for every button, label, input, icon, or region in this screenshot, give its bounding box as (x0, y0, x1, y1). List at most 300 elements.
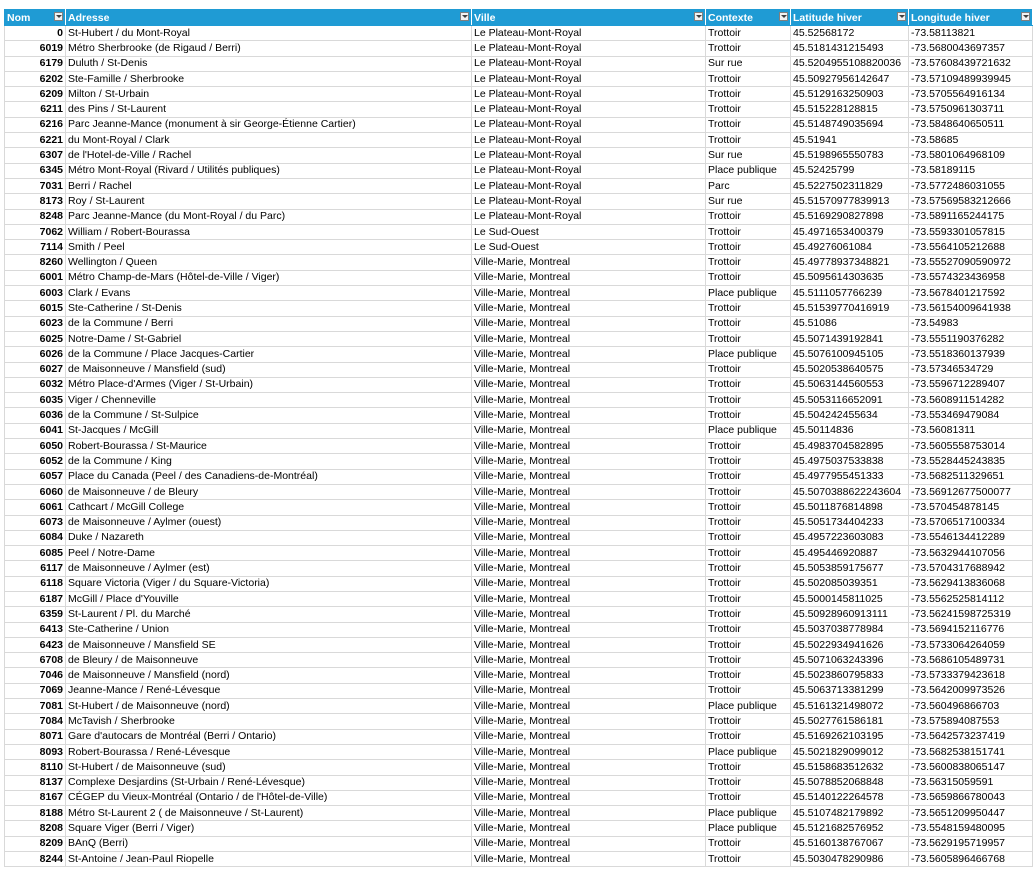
cell-longitude[interactable]: -73.5564105212688 (909, 240, 1033, 255)
cell-nom[interactable]: 7031 (5, 178, 66, 193)
cell-adresse[interactable]: McTavish / Sherbrooke (66, 714, 472, 729)
cell-ville[interactable]: Le Plateau-Mont-Royal (472, 102, 706, 117)
cell-longitude[interactable]: -73.5642573237419 (909, 729, 1033, 744)
cell-latitude[interactable]: 45.5011876814898 (791, 500, 909, 515)
cell-contexte[interactable]: Place publique (706, 286, 791, 301)
cell-longitude[interactable]: -73.5772486031055 (909, 178, 1033, 193)
cell-longitude[interactable]: -73.58685 (909, 133, 1033, 148)
cell-longitude[interactable]: -73.5528445243835 (909, 454, 1033, 469)
cell-adresse[interactable]: Square Viger (Berri / Viger) (66, 821, 472, 836)
cell-latitude[interactable]: 45.5021829099012 (791, 744, 909, 759)
cell-latitude[interactable]: 45.5111057766239 (791, 286, 909, 301)
cell-contexte[interactable]: Place publique (706, 347, 791, 362)
cell-latitude[interactable]: 45.4975037533838 (791, 454, 909, 469)
cell-contexte[interactable]: Trottoir (706, 637, 791, 652)
cell-latitude[interactable]: 45.52568172 (791, 26, 909, 41)
cell-adresse[interactable]: McGill / Place d'Youville (66, 591, 472, 606)
filter-dropdown-icon[interactable] (1021, 12, 1030, 21)
cell-longitude[interactable]: -73.5706517100334 (909, 515, 1033, 530)
cell-contexte[interactable]: Sur rue (706, 148, 791, 163)
cell-contexte[interactable]: Trottoir (706, 270, 791, 285)
cell-latitude[interactable]: 45.5078852068848 (791, 775, 909, 790)
cell-contexte[interactable]: Trottoir (706, 454, 791, 469)
column-header-latitude-hiver[interactable] (791, 10, 909, 26)
cell-nom[interactable]: 6026 (5, 347, 66, 362)
cell-adresse[interactable]: Métro Place-d'Armes (Viger / St-Urbain) (66, 377, 472, 392)
cell-contexte[interactable]: Trottoir (706, 622, 791, 637)
cell-latitude[interactable]: 45.5037038778984 (791, 622, 909, 637)
cell-longitude[interactable]: -73.5891165244175 (909, 209, 1033, 224)
cell-nom[interactable]: 6032 (5, 377, 66, 392)
cell-adresse[interactable]: Notre-Dame / St-Gabriel (66, 331, 472, 346)
cell-longitude[interactable]: -73.5518360137939 (909, 347, 1033, 362)
cell-adresse[interactable]: de Maisonneuve / Aylmer (ouest) (66, 515, 472, 530)
cell-adresse[interactable]: Métro St-Laurent 2 ( de Maisonneuve / St-Laurent) (66, 806, 472, 821)
cell-longitude[interactable]: -73.5733064264059 (909, 637, 1033, 652)
cell-latitude[interactable]: 45.50927956142647 (791, 71, 909, 86)
cell-adresse[interactable]: Berri / Rachel (66, 178, 472, 193)
cell-adresse[interactable]: de Maisonneuve / de Bleury (66, 484, 472, 499)
cell-ville[interactable]: Ville-Marie, Montreal (472, 714, 706, 729)
cell-ville[interactable]: Ville-Marie, Montreal (472, 653, 706, 668)
cell-nom[interactable]: 6060 (5, 484, 66, 499)
cell-nom[interactable]: 6423 (5, 637, 66, 652)
cell-nom[interactable]: 8137 (5, 775, 66, 790)
cell-contexte[interactable]: Place publique (706, 163, 791, 178)
cell-nom[interactable]: 8244 (5, 852, 66, 867)
column-header-adresse[interactable] (66, 10, 472, 26)
cell-nom[interactable]: 6209 (5, 87, 66, 102)
cell-nom[interactable]: 6023 (5, 316, 66, 331)
cell-nom[interactable]: 8093 (5, 744, 66, 759)
cell-nom[interactable]: 8209 (5, 836, 66, 851)
cell-nom[interactable]: 8167 (5, 790, 66, 805)
cell-latitude[interactable]: 45.5107482179892 (791, 806, 909, 821)
cell-latitude[interactable]: 45.495446920887 (791, 546, 909, 561)
cell-contexte[interactable]: Trottoir (706, 316, 791, 331)
filter-dropdown-icon[interactable] (460, 12, 469, 21)
cell-nom[interactable]: 6025 (5, 331, 66, 346)
cell-adresse[interactable]: Ste-Catherine / Union (66, 622, 472, 637)
cell-longitude[interactable]: -73.57569583212666 (909, 194, 1033, 209)
cell-longitude[interactable]: -73.5605896466768 (909, 852, 1033, 867)
cell-ville[interactable]: Ville-Marie, Montreal (472, 347, 706, 362)
cell-nom[interactable]: 6036 (5, 408, 66, 423)
cell-ville[interactable]: Le Plateau-Mont-Royal (472, 148, 706, 163)
cell-ville[interactable]: Ville-Marie, Montreal (472, 316, 706, 331)
cell-longitude[interactable]: -73.56241598725319 (909, 607, 1033, 622)
cell-longitude[interactable]: -73.5682511329651 (909, 469, 1033, 484)
cell-longitude[interactable]: -73.57608439721632 (909, 56, 1033, 71)
cell-latitude[interactable]: 45.5000145811025 (791, 591, 909, 606)
cell-longitude[interactable]: -73.56912677500077 (909, 484, 1033, 499)
cell-nom[interactable]: 8208 (5, 821, 66, 836)
cell-longitude[interactable]: -73.5600838065147 (909, 760, 1033, 775)
cell-latitude[interactable]: 45.502085039351 (791, 576, 909, 591)
column-header-longitude-hiver[interactable] (909, 10, 1033, 26)
filter-dropdown-icon[interactable] (54, 12, 63, 21)
cell-nom[interactable]: 6084 (5, 530, 66, 545)
cell-nom[interactable]: 7046 (5, 668, 66, 683)
cell-nom[interactable]: 6359 (5, 607, 66, 622)
cell-latitude[interactable]: 45.4971653400379 (791, 224, 909, 239)
cell-adresse[interactable]: de Bleury / de Maisonneuve (66, 653, 472, 668)
cell-adresse[interactable]: St-Laurent / Pl. du Marché (66, 607, 472, 622)
cell-latitude[interactable]: 45.515228128815 (791, 102, 909, 117)
cell-ville[interactable]: Ville-Marie, Montreal (472, 408, 706, 423)
cell-adresse[interactable]: de la Commune / Place Jacques-Cartier (66, 347, 472, 362)
cell-adresse[interactable]: de la Commune / St-Sulpice (66, 408, 472, 423)
cell-adresse[interactable]: Parc Jeanne-Mance (monument à sir George-Étienne Cartier) (66, 117, 472, 132)
cell-latitude[interactable]: 45.5070388622243604 (791, 484, 909, 499)
cell-nom[interactable]: 6179 (5, 56, 66, 71)
cell-longitude[interactable]: -73.54983 (909, 316, 1033, 331)
cell-adresse[interactable]: de Maisonneuve / Mansfield (nord) (66, 668, 472, 683)
cell-longitude[interactable]: -73.57346534729 (909, 362, 1033, 377)
cell-longitude[interactable]: -73.5629195719957 (909, 836, 1033, 851)
cell-ville[interactable]: Ville-Marie, Montreal (472, 423, 706, 438)
cell-adresse[interactable]: Jeanne-Mance / René-Lévesque (66, 683, 472, 698)
cell-ville[interactable]: Ville-Marie, Montreal (472, 637, 706, 652)
cell-adresse[interactable]: de Maisonneuve / Aylmer (est) (66, 561, 472, 576)
cell-latitude[interactable]: 45.5063713381299 (791, 683, 909, 698)
cell-latitude[interactable]: 45.5181431215493 (791, 41, 909, 56)
cell-longitude[interactable]: -73.5682538151741 (909, 744, 1033, 759)
cell-latitude[interactable]: 45.5053116652091 (791, 393, 909, 408)
cell-adresse[interactable]: St-Hubert / de Maisonneuve (sud) (66, 760, 472, 775)
cell-nom[interactable]: 6345 (5, 163, 66, 178)
cell-nom[interactable]: 6211 (5, 102, 66, 117)
cell-latitude[interactable]: 45.5204955108820036 (791, 56, 909, 71)
cell-nom[interactable]: 6216 (5, 117, 66, 132)
cell-contexte[interactable]: Trottoir (706, 71, 791, 86)
cell-nom[interactable]: 6050 (5, 439, 66, 454)
cell-adresse[interactable]: Cathcart / McGill College (66, 500, 472, 515)
cell-latitude[interactable]: 45.5160138767067 (791, 836, 909, 851)
cell-nom[interactable]: 8260 (5, 255, 66, 270)
cell-latitude[interactable]: 45.49276061084 (791, 240, 909, 255)
cell-contexte[interactable]: Trottoir (706, 393, 791, 408)
cell-latitude[interactable]: 45.5161321498072 (791, 699, 909, 714)
cell-nom[interactable]: 6221 (5, 133, 66, 148)
cell-contexte[interactable]: Trottoir (706, 331, 791, 346)
cell-ville[interactable]: Le Plateau-Mont-Royal (472, 209, 706, 224)
cell-longitude[interactable]: -73.5694152116776 (909, 622, 1033, 637)
cell-ville[interactable]: Le Plateau-Mont-Royal (472, 178, 706, 193)
cell-nom[interactable]: 8248 (5, 209, 66, 224)
cell-ville[interactable]: Ville-Marie, Montreal (472, 576, 706, 591)
cell-ville[interactable]: Le Plateau-Mont-Royal (472, 26, 706, 41)
cell-longitude[interactable]: -73.575894087553 (909, 714, 1033, 729)
cell-latitude[interactable]: 45.5076100945105 (791, 347, 909, 362)
cell-adresse[interactable]: Ste-Catherine / St-Denis (66, 301, 472, 316)
cell-contexte[interactable]: Trottoir (706, 591, 791, 606)
cell-nom[interactable]: 6061 (5, 500, 66, 515)
cell-longitude[interactable]: -73.55527090590972 (909, 255, 1033, 270)
cell-longitude[interactable]: -73.553469479084 (909, 408, 1033, 423)
cell-nom[interactable]: 6052 (5, 454, 66, 469)
cell-ville[interactable]: Ville-Marie, Montreal (472, 301, 706, 316)
cell-contexte[interactable]: Trottoir (706, 714, 791, 729)
cell-adresse[interactable]: St-Jacques / McGill (66, 423, 472, 438)
cell-latitude[interactable]: 45.4957223603083 (791, 530, 909, 545)
cell-nom[interactable]: 6015 (5, 301, 66, 316)
cell-ville[interactable]: Ville-Marie, Montreal (472, 729, 706, 744)
cell-adresse[interactable]: Peel / Notre-Dame (66, 546, 472, 561)
cell-longitude[interactable]: -73.5678401217592 (909, 286, 1033, 301)
cell-adresse[interactable]: Ste-Famille / Sherbrooke (66, 71, 472, 86)
cell-latitude[interactable]: 45.4983704582895 (791, 439, 909, 454)
cell-longitude[interactable]: -73.5680043697357 (909, 41, 1033, 56)
cell-latitude[interactable]: 45.5158683512632 (791, 760, 909, 775)
cell-latitude[interactable]: 45.504242455634 (791, 408, 909, 423)
cell-adresse[interactable]: St-Antoine / Jean-Paul Riopelle (66, 852, 472, 867)
cell-contexte[interactable]: Trottoir (706, 653, 791, 668)
cell-contexte[interactable]: Trottoir (706, 530, 791, 545)
cell-nom[interactable]: 6085 (5, 546, 66, 561)
cell-ville[interactable]: Ville-Marie, Montreal (472, 821, 706, 836)
cell-adresse[interactable]: Duluth / St-Denis (66, 56, 472, 71)
cell-latitude[interactable]: 45.5169290827898 (791, 209, 909, 224)
cell-contexte[interactable]: Trottoir (706, 836, 791, 851)
cell-adresse[interactable]: de la Commune / Berri (66, 316, 472, 331)
cell-ville[interactable]: Le Plateau-Mont-Royal (472, 163, 706, 178)
cell-latitude[interactable]: 45.50928960913111 (791, 607, 909, 622)
cell-ville[interactable]: Le Plateau-Mont-Royal (472, 71, 706, 86)
cell-latitude[interactable]: 45.5071063243396 (791, 653, 909, 668)
cell-latitude[interactable]: 45.5030478290986 (791, 852, 909, 867)
cell-nom[interactable]: 6413 (5, 622, 66, 637)
cell-latitude[interactable]: 45.49778937348821 (791, 255, 909, 270)
cell-ville[interactable]: Ville-Marie, Montreal (472, 393, 706, 408)
cell-contexte[interactable]: Trottoir (706, 576, 791, 591)
cell-longitude[interactable]: -73.5705564916134 (909, 87, 1033, 102)
cell-adresse[interactable]: de l'Hotel-de-Ville / Rachel (66, 148, 472, 163)
cell-ville[interactable]: Ville-Marie, Montreal (472, 377, 706, 392)
cell-longitude[interactable]: -73.58189115 (909, 163, 1033, 178)
cell-latitude[interactable]: 45.5169262103195 (791, 729, 909, 744)
cell-longitude[interactable]: -73.56081311 (909, 423, 1033, 438)
column-header-contexte[interactable] (706, 10, 791, 26)
cell-contexte[interactable]: Trottoir (706, 240, 791, 255)
cell-nom[interactable]: 7062 (5, 224, 66, 239)
cell-longitude[interactable]: -73.5733379423618 (909, 668, 1033, 683)
cell-ville[interactable]: Le Sud-Ouest (472, 224, 706, 239)
column-header-ville[interactable] (472, 10, 706, 26)
cell-contexte[interactable]: Trottoir (706, 729, 791, 744)
cell-contexte[interactable]: Trottoir (706, 546, 791, 561)
cell-ville[interactable]: Ville-Marie, Montreal (472, 790, 706, 805)
cell-ville[interactable]: Ville-Marie, Montreal (472, 484, 706, 499)
filter-dropdown-icon[interactable] (694, 12, 703, 21)
cell-adresse[interactable]: Robert-Bourassa / René-Lévesque (66, 744, 472, 759)
cell-ville[interactable]: Le Plateau-Mont-Royal (472, 56, 706, 71)
cell-nom[interactable]: 8071 (5, 729, 66, 744)
cell-ville[interactable]: Ville-Marie, Montreal (472, 668, 706, 683)
cell-nom[interactable]: 6003 (5, 286, 66, 301)
cell-ville[interactable]: Ville-Marie, Montreal (472, 622, 706, 637)
cell-contexte[interactable]: Place publique (706, 699, 791, 714)
cell-latitude[interactable]: 45.5121682576952 (791, 821, 909, 836)
cell-contexte[interactable]: Trottoir (706, 117, 791, 132)
cell-nom[interactable]: 7114 (5, 240, 66, 255)
cell-ville[interactable]: Le Plateau-Mont-Royal (472, 117, 706, 132)
cell-contexte[interactable]: Trottoir (706, 102, 791, 117)
cell-adresse[interactable]: Square Victoria (Viger / du Square-Victoria) (66, 576, 472, 591)
cell-latitude[interactable]: 45.5095614303635 (791, 270, 909, 285)
cell-contexte[interactable]: Trottoir (706, 683, 791, 698)
cell-contexte[interactable]: Place publique (706, 821, 791, 836)
cell-latitude[interactable]: 45.5027761586181 (791, 714, 909, 729)
cell-longitude[interactable]: -73.5608911514282 (909, 393, 1033, 408)
cell-latitude[interactable]: 45.51570977839913 (791, 194, 909, 209)
cell-adresse[interactable]: Complexe Desjardins (St-Urbain / René-Lévesque) (66, 775, 472, 790)
cell-longitude[interactable]: -73.5605558753014 (909, 439, 1033, 454)
cell-contexte[interactable]: Trottoir (706, 469, 791, 484)
cell-nom[interactable]: 6019 (5, 41, 66, 56)
cell-latitude[interactable]: 45.50114836 (791, 423, 909, 438)
cell-adresse[interactable]: Place du Canada (Peel / des Canadiens-de-Montréal) (66, 469, 472, 484)
cell-contexte[interactable]: Place publique (706, 806, 791, 821)
cell-contexte[interactable]: Trottoir (706, 41, 791, 56)
cell-ville[interactable]: Ville-Marie, Montreal (472, 591, 706, 606)
cell-contexte[interactable]: Trottoir (706, 408, 791, 423)
cell-contexte[interactable]: Sur rue (706, 194, 791, 209)
cell-contexte[interactable]: Trottoir (706, 790, 791, 805)
cell-ville[interactable]: Ville-Marie, Montreal (472, 852, 706, 867)
cell-contexte[interactable]: Trottoir (706, 362, 791, 377)
cell-contexte[interactable]: Trottoir (706, 255, 791, 270)
cell-contexte[interactable]: Trottoir (706, 500, 791, 515)
cell-contexte[interactable]: Trottoir (706, 26, 791, 41)
cell-contexte[interactable]: Trottoir (706, 668, 791, 683)
cell-ville[interactable]: Ville-Marie, Montreal (472, 760, 706, 775)
cell-longitude[interactable]: -73.5848640650511 (909, 117, 1033, 132)
cell-nom[interactable]: 6118 (5, 576, 66, 591)
cell-nom[interactable]: 6187 (5, 591, 66, 606)
cell-adresse[interactable]: des Pins / St-Laurent (66, 102, 472, 117)
cell-adresse[interactable]: Clark / Evans (66, 286, 472, 301)
cell-ville[interactable]: Le Plateau-Mont-Royal (472, 194, 706, 209)
cell-nom[interactable]: 0 (5, 26, 66, 41)
cell-ville[interactable]: Le Plateau-Mont-Royal (472, 133, 706, 148)
cell-ville[interactable]: Ville-Marie, Montreal (472, 454, 706, 469)
cell-ville[interactable]: Le Sud-Ouest (472, 240, 706, 255)
cell-ville[interactable]: Ville-Marie, Montreal (472, 439, 706, 454)
cell-longitude[interactable]: -73.5548159480095 (909, 821, 1033, 836)
cell-longitude[interactable]: -73.5562525814112 (909, 591, 1033, 606)
cell-longitude[interactable]: -73.5629413836068 (909, 576, 1033, 591)
cell-latitude[interactable]: 45.5020538640575 (791, 362, 909, 377)
cell-ville[interactable]: Ville-Marie, Montreal (472, 546, 706, 561)
cell-ville[interactable]: Ville-Marie, Montreal (472, 836, 706, 851)
column-header-nom[interactable] (5, 10, 66, 26)
cell-adresse[interactable]: de la Commune / King (66, 454, 472, 469)
cell-longitude[interactable]: -73.5632944107056 (909, 546, 1033, 561)
cell-latitude[interactable]: 45.5198965550783 (791, 148, 909, 163)
cell-nom[interactable]: 8173 (5, 194, 66, 209)
cell-longitude[interactable]: -73.5546134412289 (909, 530, 1033, 545)
cell-nom[interactable]: 7084 (5, 714, 66, 729)
cell-ville[interactable]: Le Plateau-Mont-Royal (472, 87, 706, 102)
cell-adresse[interactable]: Métro Mont-Royal (Rivard / Utilités publiques) (66, 163, 472, 178)
cell-contexte[interactable]: Trottoir (706, 439, 791, 454)
cell-adresse[interactable]: Métro Champ-de-Mars (Hôtel-de-Ville / Viger) (66, 270, 472, 285)
cell-latitude[interactable]: 45.52425799 (791, 163, 909, 178)
cell-ville[interactable]: Ville-Marie, Montreal (472, 744, 706, 759)
cell-ville[interactable]: Ville-Marie, Montreal (472, 683, 706, 698)
cell-latitude[interactable]: 45.5051734404233 (791, 515, 909, 530)
cell-adresse[interactable]: Gare d'autocars de Montréal (Berri / Ontario) (66, 729, 472, 744)
cell-contexte[interactable]: Sur rue (706, 56, 791, 71)
cell-latitude[interactable]: 45.5063144560553 (791, 377, 909, 392)
cell-ville[interactable]: Ville-Marie, Montreal (472, 469, 706, 484)
cell-longitude[interactable]: -73.5574323436958 (909, 270, 1033, 285)
cell-nom[interactable]: 6041 (5, 423, 66, 438)
cell-contexte[interactable]: Place publique (706, 423, 791, 438)
cell-adresse[interactable]: Parc Jeanne-Mance (du Mont-Royal / du Parc) (66, 209, 472, 224)
cell-adresse[interactable]: Duke / Nazareth (66, 530, 472, 545)
cell-contexte[interactable]: Trottoir (706, 377, 791, 392)
cell-adresse[interactable]: de Maisonneuve / Mansfield SE (66, 637, 472, 652)
cell-contexte[interactable]: Trottoir (706, 515, 791, 530)
cell-ville[interactable]: Ville-Marie, Montreal (472, 362, 706, 377)
cell-contexte[interactable]: Trottoir (706, 775, 791, 790)
cell-ville[interactable]: Ville-Marie, Montreal (472, 515, 706, 530)
cell-contexte[interactable]: Place publique (706, 744, 791, 759)
cell-longitude[interactable]: -73.570454878145 (909, 500, 1033, 515)
cell-longitude[interactable]: -73.56154009641938 (909, 301, 1033, 316)
cell-adresse[interactable]: Roy / St-Laurent (66, 194, 472, 209)
cell-adresse[interactable]: William / Robert-Bourassa (66, 224, 472, 239)
cell-contexte[interactable]: Trottoir (706, 301, 791, 316)
cell-adresse[interactable]: du Mont-Royal / Clark (66, 133, 472, 148)
cell-ville[interactable]: Ville-Marie, Montreal (472, 286, 706, 301)
cell-longitude[interactable]: -73.560496866703 (909, 699, 1033, 714)
cell-ville[interactable]: Ville-Marie, Montreal (472, 806, 706, 821)
cell-longitude[interactable]: -73.58113821 (909, 26, 1033, 41)
cell-latitude[interactable]: 45.5071439192841 (791, 331, 909, 346)
cell-ville[interactable]: Ville-Marie, Montreal (472, 530, 706, 545)
cell-latitude[interactable]: 45.51539770416919 (791, 301, 909, 316)
cell-adresse[interactable]: Milton / St-Urbain (66, 87, 472, 102)
cell-nom[interactable]: 6027 (5, 362, 66, 377)
cell-latitude[interactable]: 45.5022934941626 (791, 637, 909, 652)
cell-longitude[interactable]: -73.56315059591 (909, 775, 1033, 790)
cell-longitude[interactable]: -73.5750961303711 (909, 102, 1033, 117)
cell-adresse[interactable]: Robert-Bourassa / St-Maurice (66, 439, 472, 454)
cell-nom[interactable]: 8110 (5, 760, 66, 775)
cell-longitude[interactable]: -73.5551190376282 (909, 331, 1033, 346)
cell-ville[interactable]: Ville-Marie, Montreal (472, 331, 706, 346)
cell-longitude[interactable]: -73.5704317688942 (909, 561, 1033, 576)
cell-nom[interactable]: 6117 (5, 561, 66, 576)
cell-ville[interactable]: Ville-Marie, Montreal (472, 270, 706, 285)
cell-adresse[interactable]: Wellington / Queen (66, 255, 472, 270)
cell-ville[interactable]: Ville-Marie, Montreal (472, 607, 706, 622)
cell-contexte[interactable]: Trottoir (706, 760, 791, 775)
cell-latitude[interactable]: 45.5023860795833 (791, 668, 909, 683)
cell-longitude[interactable]: -73.5651209950447 (909, 806, 1033, 821)
cell-adresse[interactable]: Viger / Chenneville (66, 393, 472, 408)
cell-contexte[interactable]: Trottoir (706, 133, 791, 148)
cell-latitude[interactable]: 45.4977955451333 (791, 469, 909, 484)
cell-nom[interactable]: 6202 (5, 71, 66, 86)
cell-longitude[interactable]: -73.5596712289407 (909, 377, 1033, 392)
filter-dropdown-icon[interactable] (779, 12, 788, 21)
cell-latitude[interactable]: 45.5140122264578 (791, 790, 909, 805)
cell-longitude[interactable]: -73.57109489939945 (909, 71, 1033, 86)
